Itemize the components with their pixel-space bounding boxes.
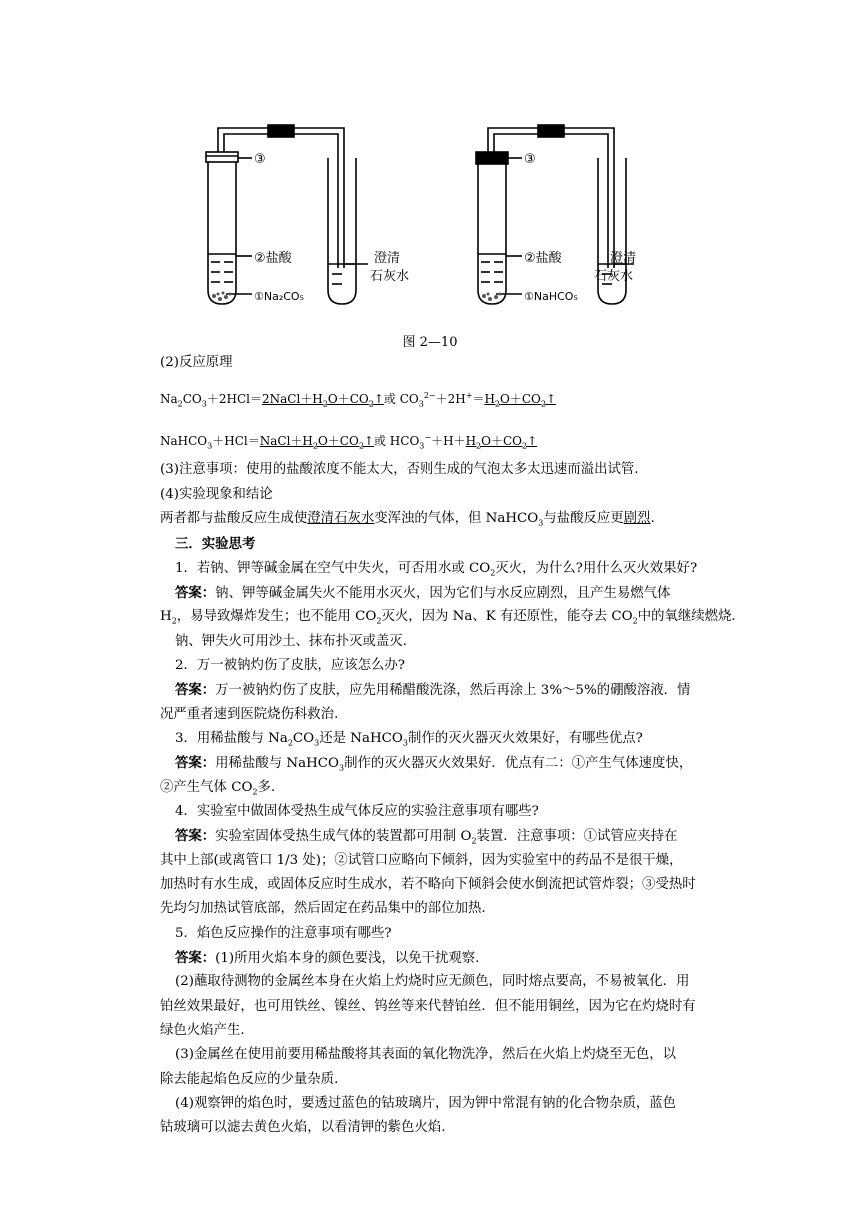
right-label-acid: ②盐酸 [524, 251, 562, 266]
answer-5-item-2-line-3: 绿色火焰产生. [160, 1023, 245, 1038]
answer-2-line-1: 答案：万一被钠灼伤了皮肤，应先用稀醋酸洗涤，然后再涂上 3%～5%的硼酸溶液．情 [175, 682, 691, 698]
right-stopper [476, 152, 508, 164]
answer-5-item-3-line-1: (3)金属丝在使用前要用稀盐酸将其表面的氧化物洗净，然后在火焰上灼烧至无色，以 [175, 1047, 677, 1062]
answer-1-line-3: 钠、钾失火可用沙土、抹布扑灭或盖灭. [175, 634, 407, 649]
answer-5-item-2-line-1: (2)蘸取待测物的金属丝本身在火焰上灼烧时应无颜色，同时熔点要高，不易被氧化．用 [175, 974, 690, 989]
question-5: 5．焰色反应操作的注意事项有哪些? [175, 926, 392, 941]
answer-5-item-4-line-1: (4)观察钾的焰色时，要透过蓝色的钴玻璃片，因为钾中常混有钠的化合物杂质，蓝色 [175, 1096, 677, 1111]
left-apparatus [206, 125, 368, 304]
right-delivery-tube [488, 128, 614, 268]
left-label-limewater-2: 石灰水 [370, 269, 410, 284]
right-label-limewater-2: 石灰水 [594, 269, 634, 284]
left-label-acid: ②盐酸 [254, 251, 292, 266]
right-label-solid: ①NaHCO₅ [524, 290, 578, 303]
answer-2-line-2: 况严重者速到医院烧伤科救治. [160, 707, 339, 722]
answer-1-line-2: $H_2$，易导致爆炸发生；也不能用 $CO_2$灭火，因为 Na、K 有还原性，能夺去 $CO_2$中的氧继续燃烧. [160, 609, 736, 626]
right-label-stopper: ③ [524, 152, 536, 167]
answer-5-item-4-line-2: 钴玻璃可以滤去黄色火焰，以看清钾的紫色火焰. [160, 1120, 446, 1135]
question-4: 4．实验室中做固体受热生成气体反应的实验注意事项有哪些? [175, 804, 539, 819]
result-heading: (4)实验现象和结论 [160, 487, 273, 502]
answer-4-line-2: 其中上部(或离管口 1/3 处)；②试管口应略向下倾斜，因为实验室中的药品不是很干燥， [160, 853, 683, 868]
left-stopper [206, 152, 238, 162]
question-1: 1．若钠、钾等碱金属在空气中失火，可否用水或 $CO_2$灭火，为什么?用什么灭火效果好? [175, 561, 698, 578]
answer-3-line-2: ②产生气体 $CO_2$多. [160, 780, 276, 797]
answer-5-item-3-line-2: 除去能起焰色反应的少量杂质. [160, 1072, 339, 1087]
question-3: 3．用稀盐酸与 $Na_2CO_3$还是 NaHCO$_3$制作的灭火器灭火效果好，有哪些优点? [175, 731, 643, 748]
section3-heading: 三．实验思考 [175, 536, 256, 552]
answer-5-item-2-line-2: 铂丝效果最好，也可用铁丝、镍丝、钨丝等来代替铂丝．但不能用铜丝，因为它在灼烧时有 [160, 999, 696, 1014]
result-line: 两者都与盐酸反应生成使澄清石灰水变浑浊的气体，但 NaHCO$_3$与盐酸反应更剧烈. [160, 511, 655, 528]
right-label-limewater-1: 澄清 [609, 251, 636, 266]
answer-4-line-4: 先均匀加热试管底部，然后固定在药品集中的部位加热. [160, 901, 486, 916]
right-rubber-connector [538, 125, 564, 137]
equation-2: $NaHCO_3+HCl=NaCl+H_2O+CO_2↑$或 $HCO_3^-+H+H_2O+CO_2↑$ [160, 433, 538, 451]
left-rubber-connector [268, 125, 294, 137]
right-solid-particles [482, 293, 502, 302]
left-limewater-tube [328, 158, 356, 304]
figure-caption: 图 2—10 [402, 335, 458, 350]
left-delivery-tube [218, 128, 344, 268]
left-solid-particles [212, 292, 232, 302]
answer-1-line-1: 答案：钠、钾等碱金属失火不能用水灭火，因为它们与水反应剧烈，且产生易燃气体 [175, 585, 671, 601]
equation-1: $Na_2CO_3+2HCl=2NaCl+H_2O+CO_2↑$或 $CO_3^{2-}+2H^+=H_2O+CO_2↑$ [160, 391, 557, 409]
reaction-heading: (2)反应原理 [160, 355, 233, 370]
left-label-stopper: ③ [254, 152, 266, 167]
answer-3-line-1: 答案：用稀盐酸与 NaHCO$_3$制作的灭火器灭火效果好．优点有二：①产生气体速度快， [175, 755, 693, 773]
left-label-solid: ①Na₂CO₅ [254, 290, 304, 303]
question-2: 2．万一被钠灼伤了皮肤，应该怎么办? [175, 658, 405, 673]
answer-4-line-3: 加热时有水生成，或固体反应时生成水，若不略向下倾斜会使水倒流把试管炸裂；③受热时 [160, 877, 696, 892]
answer-5-item-1: 答案：(1)所用火焰本身的颜色要浅，以免干扰观察. [175, 950, 480, 966]
left-label-limewater-1: 澄清 [374, 251, 401, 266]
apparatus-figure [196, 118, 636, 314]
answer-4-line-1: 答案：实验室固体受热生成气体的装置都可用制 $O_2$装置．注意事项：①试管应夹持在 [175, 828, 678, 846]
note-line: (3)注意事项：使用的盐酸浓度不能太大，否则生成的气泡太多太迅速而溢出试管. [160, 462, 639, 477]
